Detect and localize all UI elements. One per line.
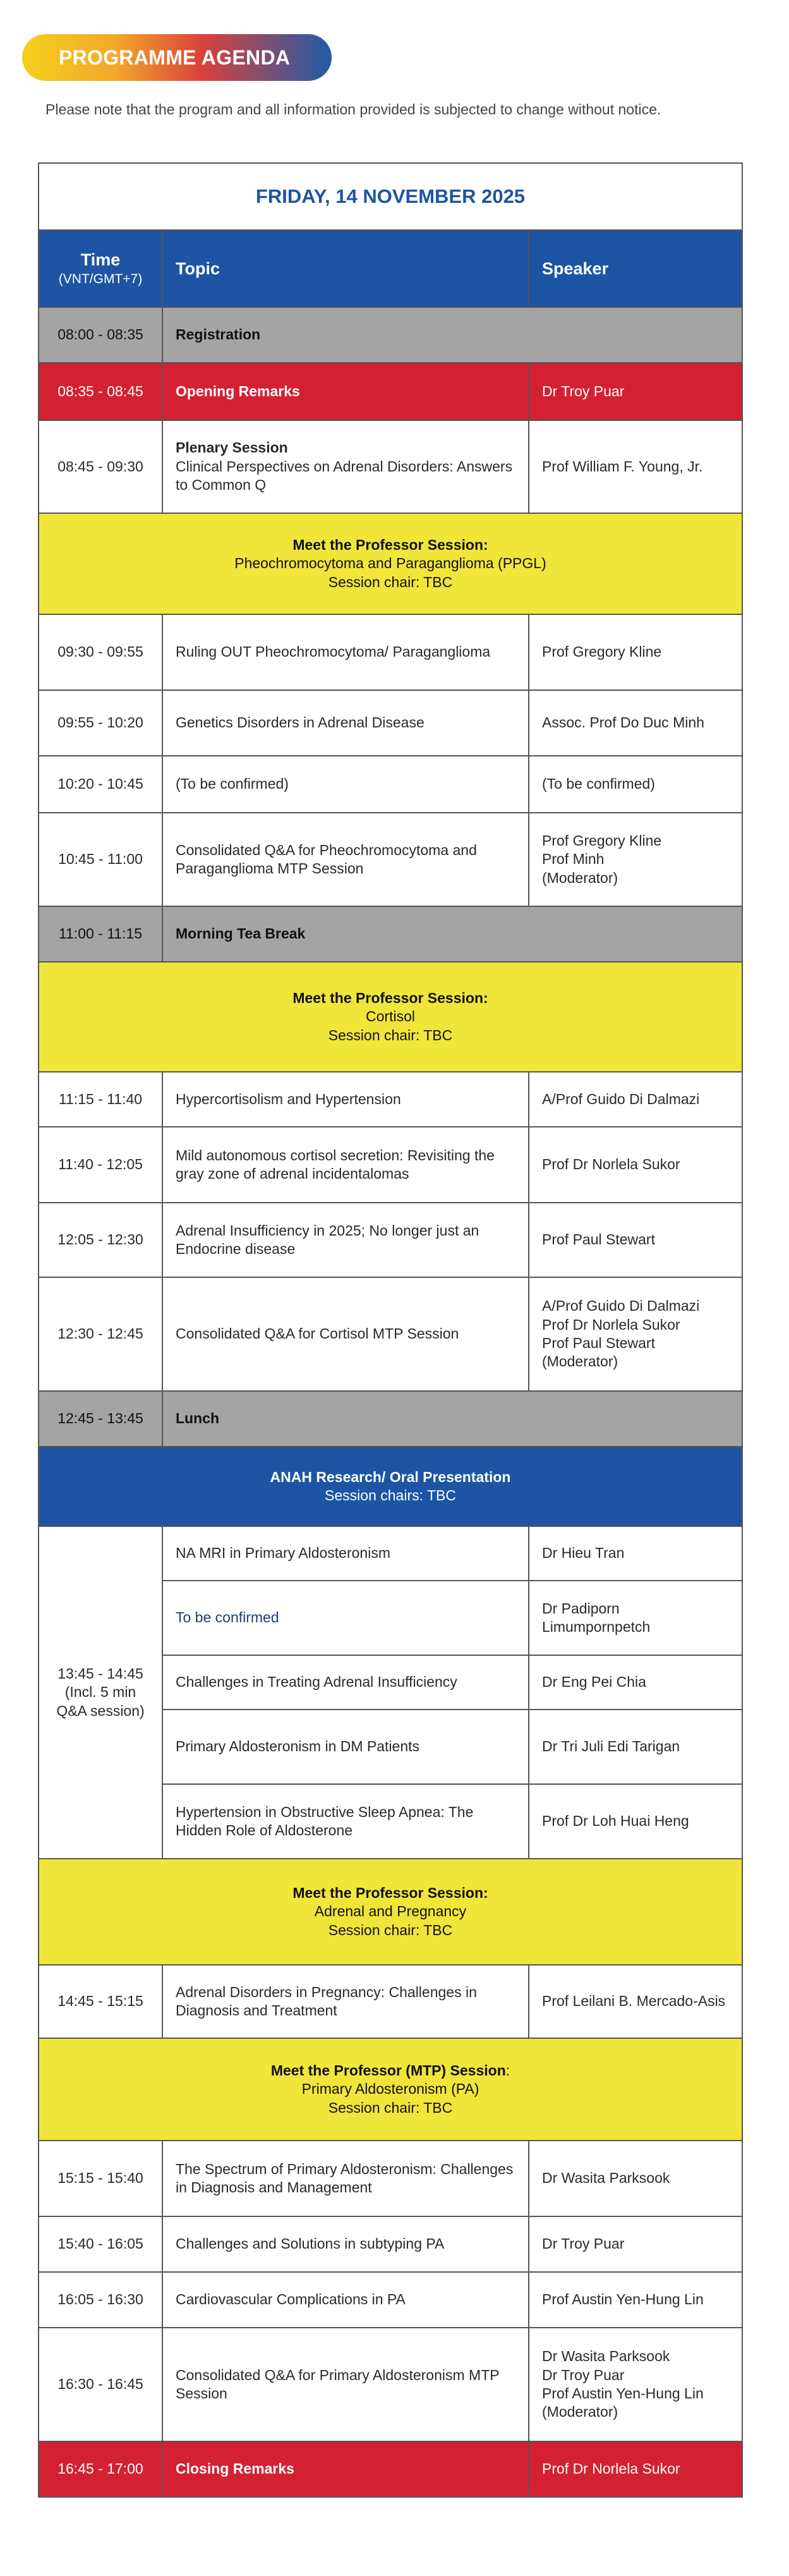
agenda-row bbox=[39, 690, 742, 756]
session-banner-text: Meet the Professor Session: Cortisol Session chair: TBC bbox=[39, 962, 742, 1072]
date-row bbox=[39, 163, 742, 230]
agenda-row bbox=[39, 1072, 742, 1127]
speaker-cell: Prof William F. Young, Jr. bbox=[529, 420, 742, 513]
speaker-cell: A/Prof Guido Di Dalmazi Prof Dr Norlela Sukor Prof Paul Stewart (Moderator) bbox=[529, 1277, 742, 1391]
speaker-column-header: Speaker bbox=[529, 230, 742, 307]
agenda-row bbox=[39, 1277, 742, 1391]
speaker-cell: Dr Wasita Parksook bbox=[529, 2141, 742, 2216]
speaker-cell: Dr Eng Pei Chia bbox=[529, 1655, 742, 1710]
speaker-cell: Prof Paul Stewart bbox=[529, 1203, 742, 1277]
time-cell: 16:45 - 17:00 bbox=[39, 2441, 162, 2497]
opening-remarks-row bbox=[39, 363, 742, 420]
agenda-date: FRIDAY, 14 NOVEMBER 2025 bbox=[39, 163, 742, 230]
time-cell: 16:05 - 16:30 bbox=[39, 2272, 162, 2328]
topic-cell: NA MRI in Primary Aldosteronism bbox=[162, 1526, 529, 1581]
speaker-cell: Prof Dr Norlela Sukor bbox=[529, 2441, 742, 2497]
speaker-cell: A/Prof Guido Di Dalmazi bbox=[529, 1072, 742, 1127]
agenda-row bbox=[39, 2328, 742, 2441]
topic-cell: (To be confirmed) bbox=[162, 756, 529, 813]
topic-cell: Ruling OUT Pheochromocytoma/ Paraganglioma bbox=[162, 614, 529, 690]
oral-row bbox=[39, 1526, 742, 1581]
time-cell: 11:15 - 11:40 bbox=[39, 1072, 162, 1127]
time-cell: 11:40 - 12:05 bbox=[39, 1127, 162, 1203]
speaker-cell: Dr Tri Juli Edi Tarigan bbox=[529, 1710, 742, 1784]
speaker-cell: Prof Dr Loh Huai Heng bbox=[529, 1784, 742, 1859]
speaker-cell: Dr Hieu Tran bbox=[529, 1526, 742, 1581]
time-cell: 16:30 - 16:45 bbox=[39, 2328, 162, 2441]
topic-cell: Consolidated Q&A for Pheochromocytoma and Paraganglioma MTP Session bbox=[162, 813, 529, 906]
speaker-cell: Prof Dr Norlela Sukor bbox=[529, 1127, 742, 1203]
time-cell: 10:20 - 10:45 bbox=[39, 756, 162, 813]
time-cell: 08:45 - 09:30 bbox=[39, 420, 162, 513]
topic-cell: Adrenal Insufficiency in 2025; No longer just an Endocrine disease bbox=[162, 1203, 529, 1277]
topic-cell: Morning Tea Break bbox=[162, 906, 742, 962]
topic-cell: Plenary Session Clinical Perspectives on Adrenal Disorders: Answers to Common Q bbox=[162, 420, 529, 513]
time-cell: 10:45 - 11:00 bbox=[39, 813, 162, 906]
session-banner-pa bbox=[39, 2038, 742, 2141]
session-banner-pregnancy bbox=[39, 1859, 742, 1965]
topic-cell: Challenges and Solutions in subtyping PA bbox=[162, 2216, 529, 2272]
topic-cell: Opening Remarks bbox=[162, 363, 529, 420]
speaker-cell: (To be confirmed) bbox=[529, 756, 742, 813]
agenda-row bbox=[39, 1203, 742, 1277]
speaker-cell: Prof Leilani B. Mercado-Asis bbox=[529, 1965, 742, 2038]
topic-cell: Hypertension in Obstructive Sleep Apnea: The Hidden Role of Aldosterone bbox=[162, 1784, 529, 1859]
speaker-cell: Dr Troy Puar bbox=[529, 363, 742, 420]
topic-column-header: Topic bbox=[162, 230, 529, 307]
time-cell: 13:45 - 14:45 (Incl. 5 min Q&A session) bbox=[39, 1526, 162, 1859]
session-banner-anah bbox=[39, 1447, 742, 1526]
agenda-table bbox=[38, 162, 743, 2498]
session-banner-text: Meet the Professor Session: Adrenal and Pregnancy Session chair: TBC bbox=[39, 1859, 742, 1965]
topic-cell: Mild autonomous cortisol secretion: Revisiting the gray zone of adrenal incidentalomas bbox=[162, 1127, 529, 1203]
topic-cell: Adrenal Disorders in Pregnancy: Challenges in Diagnosis and Treatment bbox=[162, 1965, 529, 2038]
topic-cell: Genetics Disorders in Adrenal Disease bbox=[162, 690, 529, 756]
time-cell: 12:45 - 13:45 bbox=[39, 1391, 162, 1447]
speaker-cell: Dr Padiporn Limumpornpetch bbox=[529, 1581, 742, 1655]
time-cell: 14:45 - 15:15 bbox=[39, 1965, 162, 2038]
page-title: PROGRAMME AGENDA bbox=[22, 34, 332, 81]
tea-break-row bbox=[39, 906, 742, 962]
topic-cell: Challenges in Treating Adrenal Insufficiency bbox=[162, 1655, 529, 1710]
topic-cell: Consolidated Q&A for Cortisol MTP Session bbox=[162, 1277, 529, 1391]
time-cell: 12:30 - 12:45 bbox=[39, 1277, 162, 1391]
agenda-row bbox=[39, 1965, 742, 2038]
topic-cell: Primary Aldosteronism in DM Patients bbox=[162, 1710, 529, 1784]
time-cell: 12:05 - 12:30 bbox=[39, 1203, 162, 1277]
agenda-row bbox=[39, 756, 742, 813]
time-cell: 09:55 - 10:20 bbox=[39, 690, 162, 756]
session-banner-cortisol bbox=[39, 962, 742, 1072]
agenda-row bbox=[39, 2272, 742, 2328]
plenary-row bbox=[39, 420, 742, 513]
topic-cell: The Spectrum of Primary Aldosteronism: Challenges in Diagnosis and Management bbox=[162, 2141, 529, 2216]
agenda-row bbox=[39, 813, 742, 906]
agenda-row bbox=[39, 2216, 742, 2272]
time-cell: 09:30 - 09:55 bbox=[39, 614, 162, 690]
speaker-cell: Dr Troy Puar bbox=[529, 2216, 742, 2272]
time-cell: 08:35 - 08:45 bbox=[39, 363, 162, 420]
topic-cell: To be confirmed bbox=[162, 1581, 529, 1655]
time-column-header: Time (VNT/GMT+7) bbox=[39, 230, 162, 307]
speaker-cell: Prof Gregory Kline bbox=[529, 614, 742, 690]
topic-cell: Consolidated Q&A for Primary Aldosteronism MTP Session bbox=[162, 2328, 529, 2441]
time-cell: 11:00 - 11:15 bbox=[39, 906, 162, 962]
speaker-cell: Prof Austin Yen-Hung Lin bbox=[529, 2272, 742, 2328]
topic-cell: Cardiovascular Complications in PA bbox=[162, 2272, 529, 2328]
closing-remarks-row bbox=[39, 2441, 742, 2497]
speaker-cell: Assoc. Prof Do Duc Minh bbox=[529, 690, 742, 756]
topic-cell: Closing Remarks bbox=[162, 2441, 529, 2497]
agenda-row bbox=[39, 614, 742, 690]
lunch-row bbox=[39, 1391, 742, 1447]
speaker-cell: Prof Gregory Kline Prof Minh (Moderator) bbox=[529, 813, 742, 906]
header-row bbox=[39, 230, 742, 307]
agenda-row bbox=[39, 1127, 742, 1203]
topic-cell: Hypercortisolism and Hypertension bbox=[162, 1072, 529, 1127]
session-banner-text: Meet the Professor (MTP) Session: Primary Aldosteronism (PA) Session chair: TBC bbox=[39, 2038, 742, 2141]
time-cell: 15:40 - 16:05 bbox=[39, 2216, 162, 2272]
topic-cell: Lunch bbox=[162, 1391, 742, 1447]
time-cell: 08:00 - 08:35 bbox=[39, 307, 162, 363]
session-banner-text: Meet the Professor Session: Pheochromocytoma and Paraganglioma (PPGL) Session chair: TBC bbox=[39, 513, 742, 614]
session-banner-ppgl bbox=[39, 513, 742, 614]
topic-cell: Registration bbox=[162, 307, 742, 363]
registration-row bbox=[39, 307, 742, 363]
agenda-row bbox=[39, 2141, 742, 2216]
session-banner-text: ANAH Research/ Oral Presentation Session chairs: TBC bbox=[39, 1447, 742, 1526]
speaker-cell: Dr Wasita Parksook Dr Troy Puar Prof Austin Yen-Hung Lin (Moderator) bbox=[529, 2328, 742, 2441]
disclaimer-note: Please note that the program and all information provided is subjected to change without notice. bbox=[45, 101, 661, 118]
time-cell: 15:15 - 15:40 bbox=[39, 2141, 162, 2216]
